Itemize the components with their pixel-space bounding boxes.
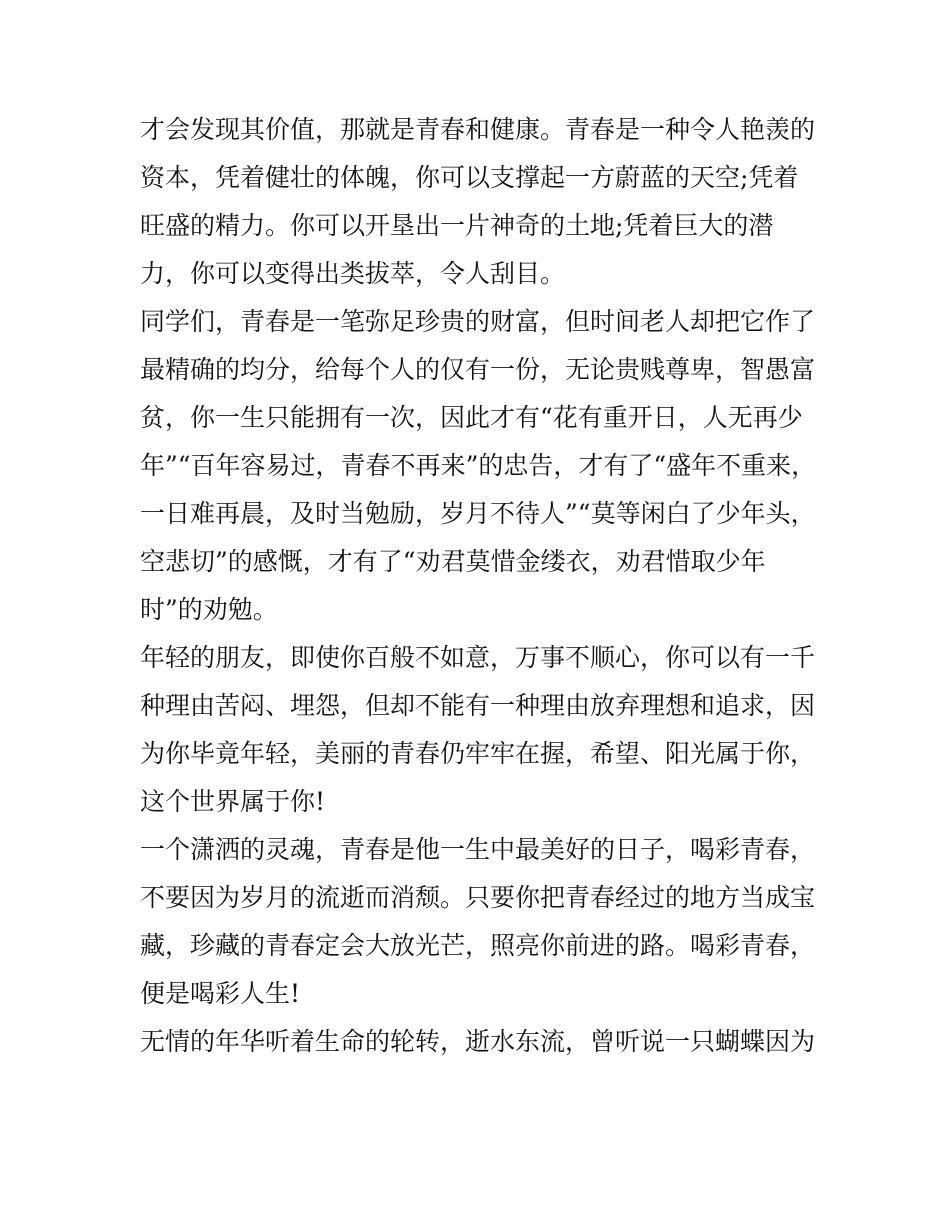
text-line: 一个潇洒的灵魂，青春是他一生中最美好的日子，喝彩青春，	[140, 835, 816, 864]
paragraph-2	[140, 298, 820, 634]
text-line: 为你毕竟年轻，美丽的青春仍牢牢在握，希望、阳光属于你，	[140, 739, 816, 768]
text-line: 贫，你一生只能拥有一次，因此才有“花有重开日，人无再少	[140, 403, 803, 432]
paragraph-3	[140, 634, 820, 826]
text-line: 最精确的均分，给每个人的仅有一份，无论贵贱尊卑，智愚富	[140, 355, 816, 384]
text-line: 年”“百年容易过，青春不再来”的忠告，才有了“盛年不重来，	[140, 451, 817, 480]
text-line: 种理由苦闷、埋怨，但却不能有一种理由放弃理想和追求，因	[140, 691, 816, 720]
text-line: 藏，珍藏的青春定会大放光芒，照亮你前进的路。喝彩青春，	[140, 931, 816, 960]
text-line: 资本，凭着健壮的体魄，你可以支撑起一方蔚蓝的天空;凭着	[140, 163, 799, 192]
text-line: 不要因为岁月的流逝而消颓。只要你把青春经过的地方当成宝	[140, 883, 816, 912]
body-text	[140, 106, 820, 1066]
text-line: 空悲切”的感慨，才有了“劝君莫惜金缕衣，劝君惜取少年	[140, 547, 766, 576]
text-line: 无情的年华听着生命的轮转，逝水东流，曾听说一只蝴蝶因为	[140, 1027, 816, 1056]
paragraph-1	[140, 106, 820, 298]
text-line: 同学们，青春是一笔弥足珍贵的财富，但时间老人却把它作了	[140, 307, 816, 336]
text-line: 年轻的朋友，即使你百般不如意，万事不顺心，你可以有一千	[140, 643, 816, 672]
text-line: 这个世界属于你!	[140, 787, 326, 816]
paragraph-4	[140, 826, 820, 1018]
paragraph-5	[140, 1018, 820, 1066]
text-line: 便是喝彩人生!	[140, 979, 301, 1008]
text-line: 一日难再晨，及时当勉励，岁月不待人”“莫等闲白了少年头，	[140, 499, 816, 528]
text-line: 力，你可以变得出类拔萃，令人刮目。	[140, 259, 566, 288]
text-line: 才会发现其价值，那就是青春和健康。青春是一种令人艳羡的	[140, 115, 816, 144]
text-line: 旺盛的精力。你可以开垦出一片神奇的土地;凭着巨大的潜	[140, 211, 774, 240]
text-line: 时”的劝勉。	[140, 595, 278, 624]
